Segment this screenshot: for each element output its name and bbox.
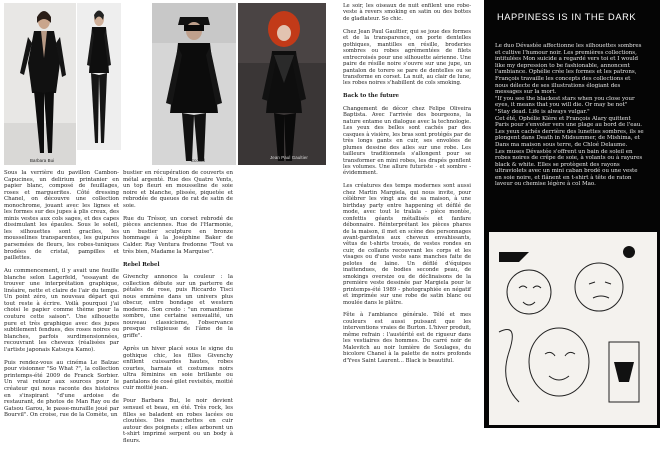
column-3-paragraph-2: Chez Jean Paul Gaultier, qui se joue des formes et de la transparence, on porte dentelles gothiques, mantilles en résille, broderies sombres ou robes agrémentées de filets entrecroisés pour une silhouette aérienne. Une paire de résille noire s'ouvre sur une jupe, un pantalon de torero se pare de dentelles ou se transforme en corset. La nuit, au clair de lune, les robes noires s'habillent de cols smoking.: [343, 28, 471, 87]
sketch-faces-collage-icon: [489, 232, 657, 425]
section-heading-rebel-rebel: Rebel Rebel: [123, 261, 160, 268]
column-3-paragraph-3: Changement de décor chez Felipe Oliveira Baptista. Avec l'arrivée des bourgeons, la nature entame un dialogue avec la technologie. Les yeux des belles sont cachés par des casques à visière, les bras sont protégés par de très longs gants en cuir, ses envolées de plumes dessine des ailes sur une robe. Les tailleurs traditionnels s'allongent pour se transformer en mini robes, les drapés gonflent les volumes. Une allure futuriste - et sombre - évidemment.: [343, 105, 471, 177]
column-2-paragraph-2: Rue du Trésor, un corset rebrodé de pièces anciennes. Rue de l'Harmonie, un bustier sculpture en bronze hommage à la Joséphine Baker de Calder. Ray Ventura fredonne "Tout va très bien, Madame la Marquise".: [123, 215, 233, 255]
column-2-paragraph-3: Givenchy annonce la couleur : la collection débute sur un parterre de pétales de rose, puis Riccardo Tisci nous emmène dans un univers plus obscur, entre bondage et western moderne. Son credo : "un romantisme sombre, une certaine sensualité, un nouveau classicisme, l'observance presque religieuse de l'âme de la griffe".: [123, 274, 233, 340]
runway-photo-jean-paul-gaultier: [238, 3, 326, 165]
column-1-paragraph-3: Puis rendez-vous au cinéma Le Balzac pour visionner "So What ?", la collection printemps-été 2009 de Franck Sorbier. Un vrai retour aux sources pour le créateur qui nous raconte des histoires en s'inspirant "d'une ardoise de restaurant, de photos de Man Ray ou de Gatsou Garou, le passe-muraille joué par Bourvil". On croise, rue de la Comète, un: [4, 359, 119, 419]
column-3-paragraph-5: Fête à l'ambiance générale. Télé et mes couleurs est aussi puissant que les interventions vraies de Burton. L'hiver produit, même refrain : l'austérité est de rigueur dans les vestiaires des hommes. Du carré noir de Malevitch au noir lumière de Soulages, du bicolore Chanel à la palette de noirs profonds d'Yves Saint Laurent... Black is beautiful.: [343, 312, 471, 364]
article-column-2: [123, 170, 233, 451]
sidebar-sketch-collage: [489, 232, 657, 425]
runway-model-black-jacket-icon: [4, 3, 76, 165]
sidebar-quote-1: "If you see the blackest stars when you close your eyes, it means that you will die. Or may be not": [495, 95, 635, 109]
article-column-1: [4, 170, 119, 425]
article-column-3: [343, 3, 471, 371]
column-2-paragraph-1: bustier en récupération de couverts en métal argenté. Rue des Quatre Vents, un top fleuri en mousseline de soie noire et blanche, plissée, piquetée et rebrodée de queues de rat de satin de soie.: [123, 170, 233, 209]
section-heading-back-to-the-future: Back to the future: [343, 93, 400, 100]
photo-caption-jean-paul-gaultier: Jean Paul Gaultier: [270, 155, 308, 160]
runway-photo-ecoxal: [152, 3, 236, 165]
sidebar-text: [495, 43, 645, 188]
sidebar-paragraph-3: Les muses Dévastée s'offrent un bain de soleil en robes noires de crêpe de soie, à volants ou à rayures black & white. Elles se protègent des rayons ultraviolets avec un mini caban brodé ou une veste en soie noire, et flânent en t-shirt à tête de raton laveur ou chemise légère à col Mao.: [495, 148, 643, 188]
column-2-paragraph-4: Après un hiver placé sous le signe du gothique chic, les filles Givenchy enfilent cuissardes hautes, robes courtes, harnais et costumes noirs ultra féminins en soie brillante ou pantalons de cosé gilet revisités, moitié cuir moitié jean.: [123, 346, 233, 392]
column-3-paragraph-1: Le soir, les oiseaux de nuit enfilent une robe-veste à revers smoking en satin ou des bottes de gladiateur. So chic.: [343, 3, 471, 22]
runway-model-red-hair-icon: [238, 3, 326, 165]
photo-caption-barbara-bui: Barbara Bui: [30, 158, 55, 163]
sidebar-title: HAPPINESS IS IN THE DARK: [497, 12, 637, 22]
photo-caption-ecoxal: Ecoxal: [191, 158, 205, 163]
column-1-paragraph-2: Au commencement, il y avait une feuille blanche selon Lagerfeld, "essayant de trouver une interprétation graphique, linéaire, nette et claire de l'air du temps. Un point zéro, un nouveau départ qui tout reste à écrire. Voilà pourquoi j'ai choisi le papier comme thème pour la couture cette saison". Une silhouette pure et très graphique avec des jupes subtilement fendues, des roses noires ou blanches, parfois surdimensionnées, recouvrant les cheveux (réalisées par l'artiste japonais Katsuya Kamo).: [4, 268, 119, 353]
column-2-paragraph-5: Pour Barbara Bui, le noir devient sensuel et beau, en été. Très rock, les filles se baladent en robes lacées ou cloutées. Des manchettes en cuir autour des poignets ; elles arborent un t-shirt imprimé serpent ou un body à fleurs.: [123, 398, 233, 444]
sidebar-paragraph-2: Cet été, Ophélie Klère et François Alary quittent Paris pour s'envoler vers une plage au bord de l'eau. Les yeux cachés derrière des lunettes sombres, ils se plongent dans Death in Midsummer, de Mishima, et Dans ma maison sous terre, de Chloé Delaume.: [495, 115, 644, 148]
runway-model-black-coat-icon: [152, 3, 236, 165]
runway-photo-barbara-bui: [4, 3, 76, 165]
sidebar-quote-2: "Stay dead. Life is always vulgar.": [495, 108, 590, 115]
runway-model-black-dress-icon: [77, 3, 121, 150]
column-3-paragraph-4: Les créatures des temps modernes sont aussi chez Martin Margiela, qui nous invite, pour célébrer les vingt ans de sa maison, à une birthday party entre happening et défilé de mode, avec tout le tralala - pièce montée, confettis géants métallisés et fanfare débonnaire. Réinterprétant les pièces phares de la maison, il met en scène des personnages avant-gardistes aux cheveux envahissants, vêtus de t-shirts troués, de vestes rondes en cuir, de collants recouvrant les corps et les visages ou d'une veste sans manches faite de pelotes de laine. Un défilé d'équipes inattendues, de bodies seconde peau, de smokings oversize ou de déclinaisons de la première veste dessinée par Margiela pour le printemps-été 1989 - photographiée en négatif et imprimée sur une robe de satin blanc ou moulée dans le plâtre.: [343, 183, 471, 306]
sidebar-paragraph-1: Le duo Dévastée affectionne les silhouettes sombres et cultive l'humour noir. Les premières collections, intitulées Mon suicide a regardé vers toi et I would like my depression to be fashionable, annoncent l'ambiance. Ophélie crée les formes et les patrons, François travaille les concepts des collections et nous délecte de ses illustrations élogiant des messages sur la mort.: [495, 43, 642, 96]
column-1-intro: Sous la verrière du pavillon Cambon-Capucines, un delirium printanier en papier blanc, composé de feuillages, roses et marguerites. Côté dressing Chanel, on découvre une collection monochrome, jouant avec les lignes et les formes sur des jupes à plis creux, des minis vestes aux cols sages, et des capes dissimulant les épaules. Sous le soleil, les silhouettes sont graciles, les mousselines transparentes, les guipures parsemées de fleurs, les robes-tuniques brodées de cristal, pampilles et paillettes.: [4, 170, 119, 262]
runway-photo-2: [77, 3, 121, 150]
sidebar-happiness-is-in-the-dark: [484, 0, 660, 428]
